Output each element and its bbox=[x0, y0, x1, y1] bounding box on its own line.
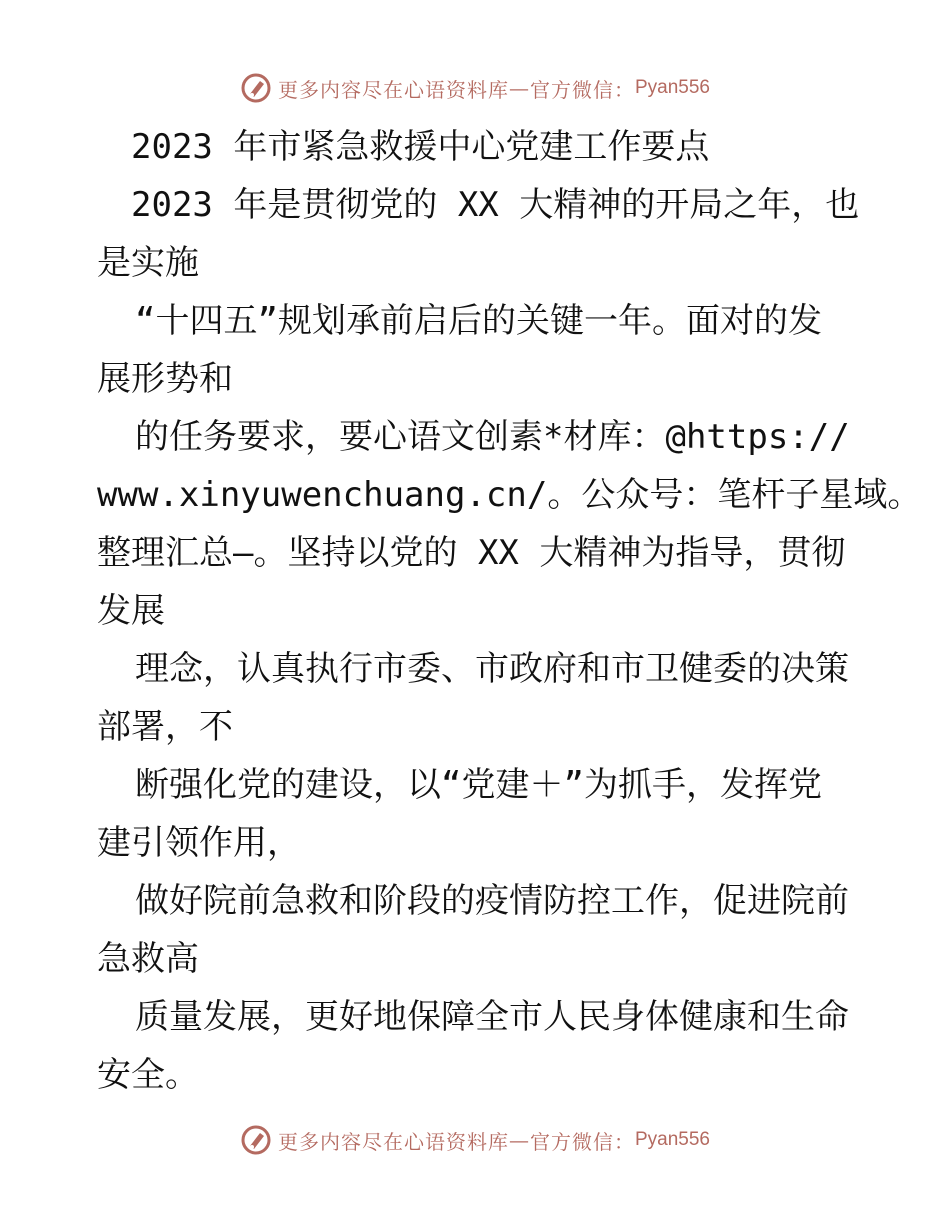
paragraph-line: 质量发展，更好地保障全市人民身体健康和生命 bbox=[135, 997, 849, 1037]
paragraph-line: www.xinyuwenchuang.cn/。公众号：笔杆子星域。 bbox=[97, 475, 922, 515]
paragraph-line: 断强化党的建设，以“党建＋”为抓手，发挥党 bbox=[135, 765, 822, 805]
pen-nib-circle-icon bbox=[240, 1124, 272, 1156]
paragraph-line: 2023 年是贯彻党的 XX 大精神的开局之年，也 bbox=[131, 185, 860, 225]
watermark-text: 更多内容尽在心语资料库 bbox=[277, 77, 509, 102]
watermark-contact: 官方微信： bbox=[529, 77, 635, 102]
paragraph-line: 发展 bbox=[97, 591, 165, 631]
header-watermark bbox=[0, 72, 950, 104]
document-body bbox=[97, 118, 922, 1104]
paragraph-line: “十四五”规划承前启后的关键一年。面对的发 bbox=[135, 301, 822, 341]
paragraph-line: 展形势和 bbox=[97, 359, 233, 399]
paragraph-line: 理念，认真执行市委、市政府和市卫健委的决策 bbox=[135, 649, 849, 689]
paragraph-line: 部署，不 bbox=[97, 707, 233, 747]
watermark-id: Pyan556 bbox=[634, 1129, 710, 1150]
watermark-dash: — bbox=[508, 1128, 530, 1152]
watermark-dash: — bbox=[508, 76, 530, 100]
paragraph-line: 建引领作用， bbox=[97, 823, 301, 863]
paragraph-line: 急救高 bbox=[97, 939, 199, 979]
paragraph-line: 做好院前急救和阶段的疫情防控工作，促进院前 bbox=[135, 881, 849, 921]
footer-watermark bbox=[0, 1124, 950, 1156]
paragraph-line: 是实施 bbox=[97, 243, 199, 283]
watermark-text: 更多内容尽在心语资料库 bbox=[277, 1129, 509, 1154]
paragraph-line: 的任务要求，要心语文创素*材库：@https:// bbox=[135, 417, 850, 457]
document-title: 2023 年市紧急救援中心党建工作要点 bbox=[131, 127, 710, 167]
paragraph-line: 安全。 bbox=[97, 1055, 199, 1095]
pen-nib-circle-icon bbox=[240, 72, 272, 104]
watermark-id: Pyan556 bbox=[634, 77, 710, 98]
watermark-contact: 官方微信： bbox=[529, 1129, 635, 1154]
paragraph-line: 整理汇总—。坚持以党的 XX 大精神为指导，贯彻 bbox=[97, 533, 846, 573]
